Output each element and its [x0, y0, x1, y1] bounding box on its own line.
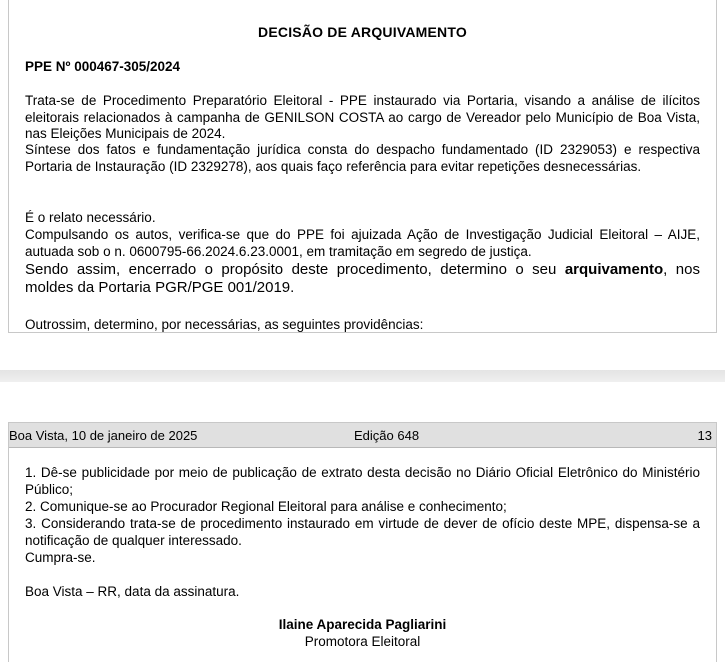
header-page-number: 13: [697, 428, 712, 443]
cumpra-se-line: Cumpra-se.: [25, 550, 96, 565]
decision-text-start: Sendo assim, encerrado o propósito deste procedimento, determino o seu: [25, 261, 565, 278]
header-place-date: Boa Vista, 10 de janeiro de 2025: [9, 428, 198, 443]
provision-item-3: 3. Considerando trata-se de procedimento instaurado em virtude de dever de ofício deste MPE, dispensa-se a notificação de qualquer interessado.: [25, 516, 700, 548]
provision-item-1: 1. Dê-se publicidade por meio de publicação de extrato desta decisão no Diário Oficial Eletrônico do Ministério Público;: [25, 465, 700, 497]
page-separator: [0, 370, 725, 382]
document-page-2: [8, 422, 717, 662]
provision-item-2: 2. Comunique-se ao Procurador Regional Eleitoral para análise e conhecimento;: [25, 499, 507, 514]
paragraph-decision: [25, 261, 700, 297]
gazette-header: [9, 423, 716, 448]
paragraph-report: É o relato necessário.: [25, 210, 156, 225]
paragraph-intro: Trata-se de Procedimento Preparatório Eleitoral - PPE instaurado via Portaria, visando a análise de ilícitos eleitorais relacionados à campanha de GENILSON COSTA ao cargo de Vereador pelo Município de Boa Vista, nas Eleições Municipais de 2024.: [25, 93, 700, 141]
paragraph-provisions: Outrossim, determino, por necessárias, as seguintes providências:: [25, 317, 424, 332]
decision-text-end: , nos moldes da Portaria PGR/PGE 001/2019.: [25, 261, 700, 296]
signer-role: Promotora Eleitoral: [304, 634, 421, 649]
date-line: Boa Vista – RR, data da assinatura.: [25, 584, 240, 599]
decision-archiving-word: arquivamento: [564, 261, 664, 278]
document-page-1: [8, 0, 717, 333]
document-title: DECISÃO DE ARQUIVAMENTO: [258, 24, 467, 40]
paragraph-aije: Compulsando os autos, verifica-se que do PPE foi ajuizada Ação de Investigação Judicial Eleitoral – AIJE, autuada sob o n. 0600795-66.2024.6.23.0001, em tramitação em segredo de justiça.: [25, 227, 700, 259]
page-gap: [0, 334, 725, 400]
header-edition: Edição 648: [354, 428, 420, 443]
ppe-number: PPE Nº 000467-305/2024: [25, 59, 181, 74]
signer-name: Ilaine Aparecida Pagliarini: [278, 617, 447, 632]
paragraph-summary: Síntese dos fatos e fundamentação jurídica consta do despacho fundamentado (ID 2329053) e respectiva Portaria de Instauração (ID 2329278), aos quais faço referência para evitar repetições desnecessárias.: [25, 142, 700, 174]
